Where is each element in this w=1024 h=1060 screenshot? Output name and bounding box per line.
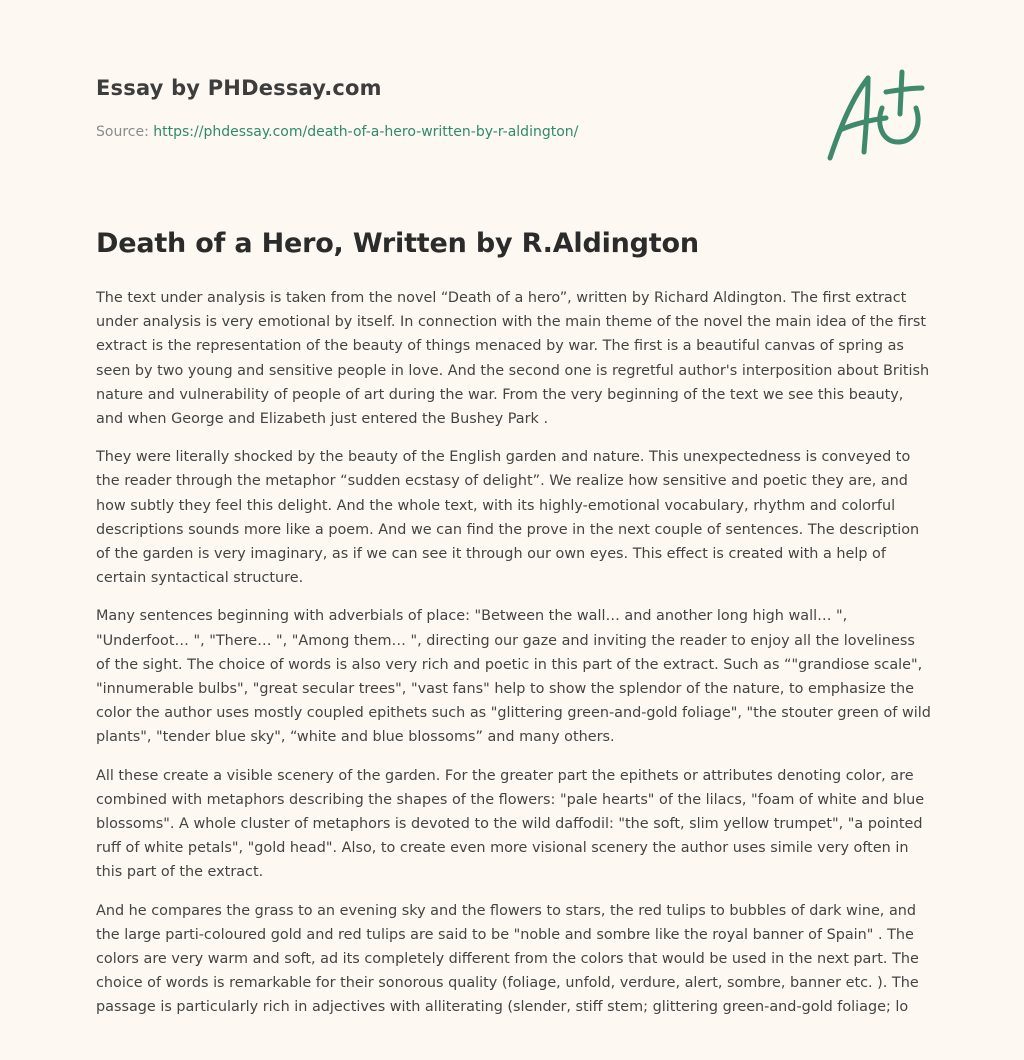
source-label: Source:: [96, 124, 154, 140]
paragraph: They were literally shocked by the beauty of the English garden and nature. This unexpectedness is conveyed to the reader through the metaphor “sudden ecstasy of delight”. We realize how sensitive and poetic they are, and how subtly they feel this delight. And the whole text, with its highly-emotional vocabulary, rhythm and colorful descriptions sounds more like a poem. And we can find the prove in the next couple of sentences. The description of the garden is very imaginary, as if we can see it through our own eyes. This effect is created with a help of certain syntactical structure.: [96, 449, 920, 587]
essay-title: Death of a Hero, Written by R.Aldington: [96, 228, 699, 259]
source-line: [96, 124, 796, 140]
paragraph: And he compares the grass to an evening sky and the flowers to stars, the red tulips to bubbles of dark wine, and the large parti-coloured gold and red tulips are said to be "noble and sombre like the royal banner of Spain" . The colors are very warm and soft, ad its completely different from the colors that would be used in the next part. The choice of words is remarkable for their sonorous quality (foliage, unfold, verdure, alert, sombre, banner etc. ). The passage is particularly rich in adjectives with alliterating (slender, stiff stem; glittering green-and-gold foliage; lo: [96, 902, 919, 1016]
paragraph: The text under analysis is taken from the novel “Death of a hero”, written by Richard Aldington. The first extract under analysis is very emotional by itself. In connection with the main theme of the novel the main idea of the first extract is the representation of the beauty of things menaced by war. The first is a beautiful canvas of spring as seen by two young and sensitive people in love. And the second one is regretful author's interposition about British nature and vulnerability of people of art during the war. From the very beginning of the text we see this beauty, and when George and Elizabeth just entered the Bushey Park .: [96, 290, 930, 428]
paragraph: Many sentences beginning with adverbials of place: "Between the wall… and another long high wall… ", "Underfoot… ", "There… ", "Among them… ", directing our gaze and inviting the reader to enjoy all the loveliness of the sight. The choice of words is also very rich and poetic in this part of the extract. Such as “"grandiose scale", "innumerable bulbs", "great secular trees", "vast fans" help to show the splendor of the nature, to emphasize the color the author uses mostly coupled epithets such as "glittering green-and-gold foliage", "the stouter green of wild plants", "tender blue sky", “white and blue blossoms” and many others.: [96, 608, 931, 746]
essay-body: [96, 286, 932, 1034]
paragraph: All these create a visible scenery of the garden. For the greater part the epithets or attributes denoting color, are combined with metaphors describing the shapes of the flowers: "pale hearts" of the lilacs, "foam of white and blue blossoms". A whole cluster of metaphors is devoted to the wild daffodil: "the soft, slim yellow trumpet", "a pointed ruff of white petals", "gold head". Also, to create even more visional scenery the author uses simile very often in this part of the extract.: [96, 767, 925, 881]
site-title: Essay by PHDessay.com: [96, 76, 382, 100]
a-plus-logo-icon: [822, 68, 926, 164]
source-link[interactable]: https://phdessay.com/death-of-a-hero-written-by-r-aldington/: [153, 124, 579, 140]
page-header: [96, 76, 796, 140]
